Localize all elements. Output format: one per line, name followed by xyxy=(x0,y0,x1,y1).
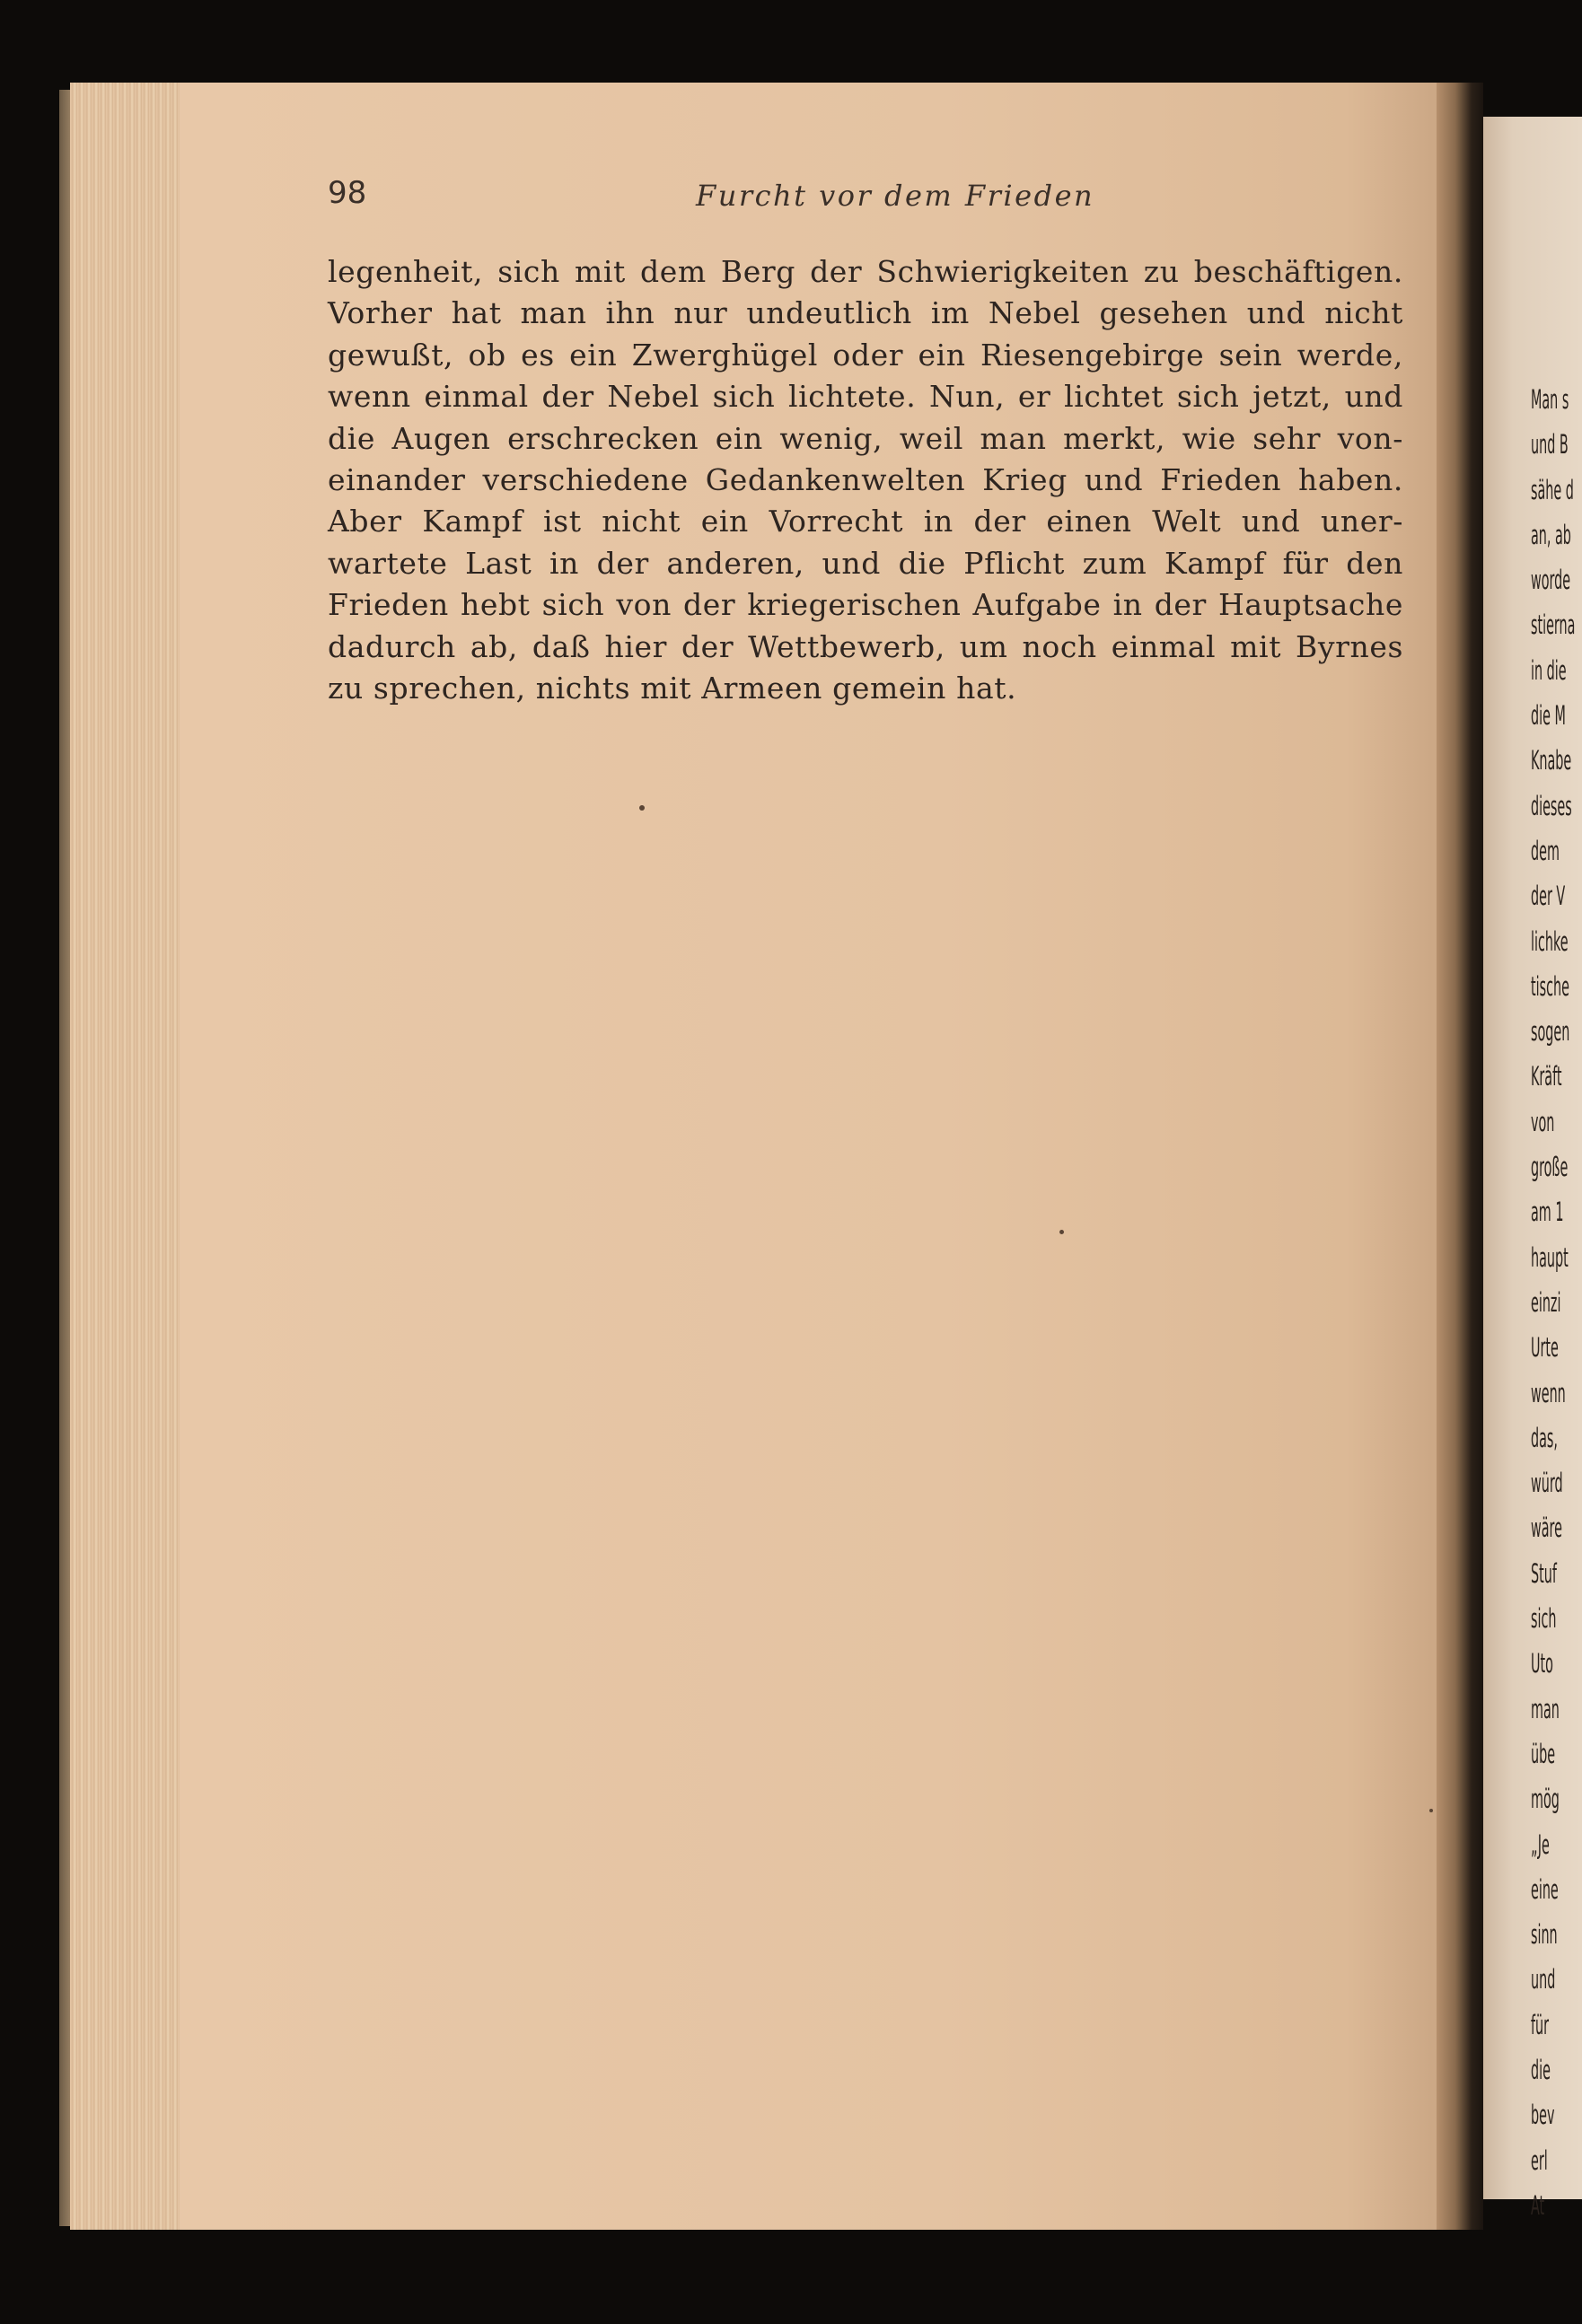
next-page-fragment: sähe d xyxy=(1531,474,1574,505)
next-page-fragment: wäre xyxy=(1531,1513,1562,1544)
page-header xyxy=(328,175,1402,220)
book-gutter xyxy=(1437,83,1483,2230)
next-page-fragment: dem xyxy=(1531,835,1560,866)
page-edges xyxy=(70,83,188,2230)
next-page-fragment: Stuf xyxy=(1531,1557,1557,1589)
next-page-fragment: in die xyxy=(1531,654,1567,686)
text-line: Frieden hebt sich von der kriegerischen Aufgabe in der Hauptsache xyxy=(328,587,1403,623)
next-page-fragment: und B xyxy=(1531,429,1569,460)
next-page-fragment: dieses xyxy=(1531,790,1572,821)
next-page-fragment: von xyxy=(1531,1106,1555,1137)
next-page-fragment: an, ab xyxy=(1531,519,1571,550)
next-page-fragment: Kräft xyxy=(1531,1061,1562,1092)
text-line: wartete Last in der anderen, und die Pflicht zum Kampf für den xyxy=(328,545,1403,581)
next-page-fragment: sinn xyxy=(1531,1919,1558,1951)
next-page-fragment: sogen xyxy=(1531,1016,1570,1048)
next-page-fragment: haupt xyxy=(1531,1241,1569,1273)
next-page-fragment: bev xyxy=(1531,2100,1555,2131)
next-page-fragment: übe xyxy=(1531,1738,1556,1769)
text-line: gewußt, ob es ein Zwerghügel oder ein Riesengebirge sein werde, xyxy=(328,337,1403,373)
next-page-fragment: At xyxy=(1531,2189,1545,2221)
body-text xyxy=(328,251,1403,709)
next-page-fragment: das, xyxy=(1531,1422,1558,1453)
next-page-fragment: Urte xyxy=(1531,1332,1559,1364)
next-page-text-fragments xyxy=(1531,377,1576,2228)
text-line: Aber Kampf ist nicht ein Vorrecht in der einen Welt und uner- xyxy=(328,504,1403,539)
next-page-fragment: man xyxy=(1531,1693,1560,1724)
next-page-fragment: die xyxy=(1531,2054,1551,2085)
page-number: 98 xyxy=(328,175,367,211)
next-page-fragment: mög xyxy=(1531,1784,1560,1815)
next-page-fragment: worde xyxy=(1531,565,1571,596)
text-line: zu sprechen, nichts mit Armeen gemein hat. xyxy=(328,670,1017,706)
next-page-fragment: und xyxy=(1531,1964,1556,1995)
text-line: einander verschiedene Gedankenwelten Krieg und Frieden haben. xyxy=(328,461,1403,497)
next-page-fragment: lichke xyxy=(1531,925,1569,957)
next-page-fragment: tische xyxy=(1531,970,1569,1002)
next-page-fragment: Knabe xyxy=(1531,745,1572,776)
next-page-fragment: stierna xyxy=(1531,610,1576,641)
next-page-fragment: große xyxy=(1531,1152,1569,1183)
paper-speck xyxy=(1429,1809,1433,1812)
next-page-fragment: Man s xyxy=(1531,384,1569,415)
next-page-fragment: eine xyxy=(1531,1873,1559,1905)
text-line: dadurch ab, daß hier der Wettbewerb, um noch einmal mit Byrnes xyxy=(328,628,1403,664)
text-line: legenheit, sich mit dem Berg der Schwierigkeiten zu beschäftigen. xyxy=(328,254,1403,289)
next-page-fragment: die M xyxy=(1531,700,1566,732)
next-page-fragment: erl xyxy=(1531,2144,1548,2176)
next-page-fragment: Uto xyxy=(1531,1648,1553,1679)
next-page-fragment: einzi xyxy=(1531,1286,1561,1318)
next-page-fragment: wenn xyxy=(1531,1377,1566,1408)
paper-speck xyxy=(1059,1230,1064,1234)
next-page-fragment: sich xyxy=(1531,1603,1557,1635)
running-title: Furcht vor dem Frieden xyxy=(696,179,1095,213)
text-line: die Augen erschrecken ein wenig, weil man merkt, wie sehr von- xyxy=(328,420,1403,456)
next-page-fragment: für xyxy=(1531,2009,1550,2040)
next-page-fragment: der V xyxy=(1531,881,1566,912)
text-line: wenn einmal der Nebel sich lichtete. Nun, er lichtet sich jetzt, und xyxy=(328,379,1403,415)
next-page-fragment: am 1 xyxy=(1531,1197,1564,1228)
paper-speck xyxy=(639,805,645,811)
next-page-fragment: würd xyxy=(1531,1468,1563,1499)
next-page-fragment: „Je xyxy=(1531,1829,1550,1860)
text-line: Vorher hat man ihn nur undeutlich im Nebel gesehen und nicht xyxy=(328,295,1403,331)
